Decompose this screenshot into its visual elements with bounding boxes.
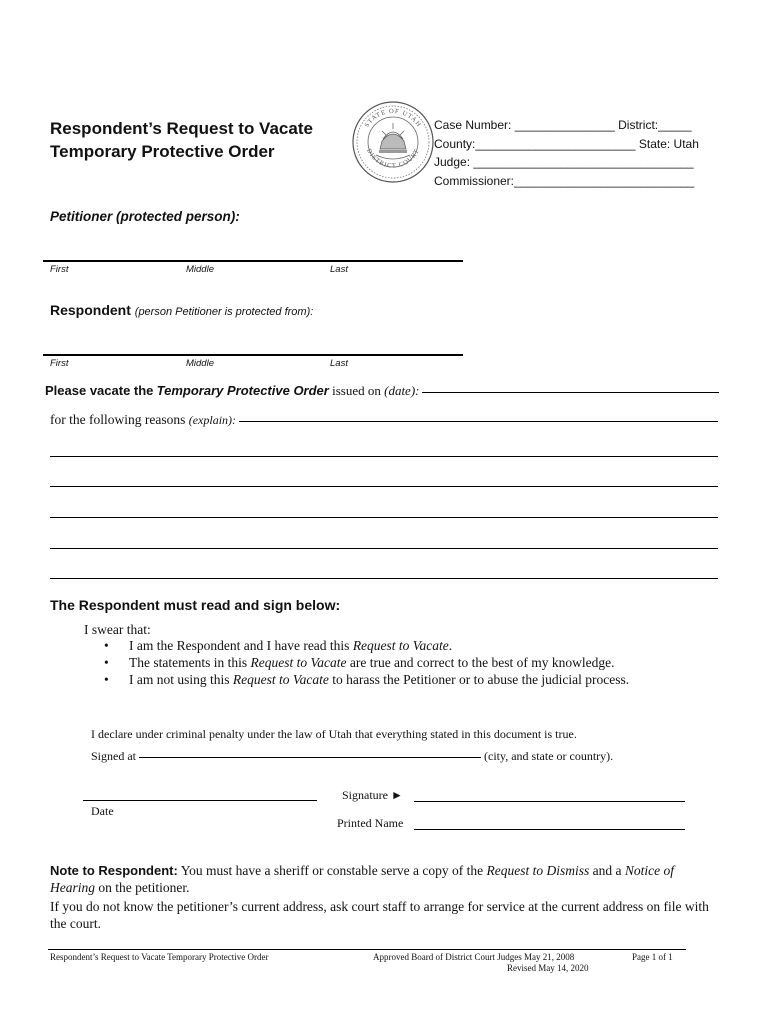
oath-bullet: • I am not using this Request to Vacate to harass the Petitioner or to abuse the judicial process. [104,672,630,687]
oath-heading: The Respondent must read and sign below: [50,597,341,613]
document-title [50,117,313,163]
vacate-issued-on: issued on [332,383,381,398]
vacate-request-line [45,383,719,399]
footer-form-name: Respondent’s Request to Vacate Temporary Protective Order [50,952,269,962]
reasons-line [50,412,718,428]
issue-date-field[interactable] [422,391,719,393]
county-state-line[interactable]: County:________________________ State: Utah [434,137,699,151]
note-address-text: If you do not know the petitioner’s current address, ask court staff to arrange for service at the current address on file with the court. [50,899,709,931]
reasons-blank-line[interactable] [50,578,718,579]
note-label: Note to Respondent: [50,863,178,878]
seal-bottom-text: DISTRICT COURT [365,147,421,170]
commissioner-line[interactable]: Commissioner:___________________________ [434,174,695,188]
reasons-blank-line[interactable] [50,456,718,457]
swear-text: I swear that: [84,622,151,637]
respondent-middle-label: Middle [186,358,214,369]
respondent-heading-label: Respondent [50,302,131,318]
date-label: Date [91,804,114,818]
vacate-date-label: (date): [384,383,420,398]
reasons-blank-line[interactable] [50,486,718,487]
petitioner-last-label: Last [330,264,348,275]
signed-at-row [91,749,613,764]
respondent-heading [50,302,313,318]
signature-field[interactable] [414,801,685,802]
reasons-blank-line[interactable] [50,548,718,549]
respondent-last-label: Last [330,358,348,369]
vacate-order-name: Temporary Protective Order [156,383,329,398]
bullet-icon: • [104,638,109,653]
petitioner-name-field[interactable] [43,260,463,262]
signed-at-label: Signed at [91,749,136,763]
printed-name-label: Printed Name [337,816,404,830]
reasons-prefix: for the following reasons [50,412,186,427]
oath-bullet: • I am the Respondent and I have read this Request to Vacate. [104,638,453,653]
state-seal-icon [352,101,434,183]
signed-at-field[interactable] [139,756,481,758]
seal-top-text: STATE OF UTAH [363,107,423,129]
city-suffix-label: (city, and state or country). [484,749,614,763]
declaration-statement: I declare under criminal penalty under the law of Utah that everything stated in this document is true. [91,727,577,741]
reasons-field[interactable] [239,420,718,422]
respondent-subheading: (person Petitioner is protected from): [134,306,314,318]
respondent-name-field[interactable] [43,354,463,356]
petitioner-middle-label: Middle [186,264,214,275]
footer-approved: Approved Board of District Court Judges May 21, 2008 [373,952,575,962]
petitioner-heading: Petitioner (protected person): [50,209,240,224]
title-line-2: Temporary Protective Order [50,142,275,161]
footer-divider [48,949,686,950]
judge-line[interactable]: Judge: _________________________________ [434,155,694,169]
oath-bullet: • The statements in this Request to Vacate are true and correct to the best of my knowledge. [104,655,615,670]
bullet-icon: • [104,655,109,670]
case-number-line[interactable]: Case Number: _______________ District:_____ [434,118,692,132]
printed-name-field[interactable] [414,829,685,830]
note-to-respondent: Note to Respondent: You must have a sheriff or constable serve a copy of the Request to Dismiss and a Notice of Hearing on the petitioner. [50,863,674,895]
vacate-prefix: Please vacate the [45,383,154,398]
signature-label: Signature ► [342,788,403,802]
respondent-first-label: First [50,358,69,369]
title-line-1: Respondent’s Request to Vacate [50,119,313,138]
reasons-blank-line[interactable] [50,517,718,518]
footer-page-number: Page 1 of 1 [632,952,673,962]
date-field[interactable] [83,800,317,801]
bullet-icon: • [104,672,109,687]
petitioner-first-label: First [50,264,69,275]
footer-revised: Revised May 14, 2020 [507,963,589,973]
reasons-explain: (explain): [188,413,237,427]
